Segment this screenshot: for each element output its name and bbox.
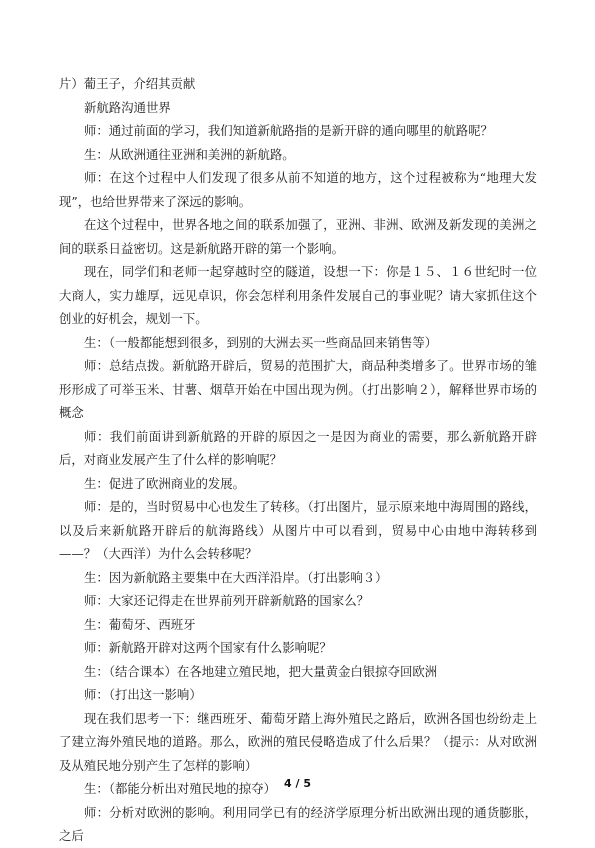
paragraph: 生：因为新航路主要集中在大西洋沿岸。（打出影响３）: [84, 569, 388, 585]
paragraph: 师：新航路开辟对这两个国家有什么影响呢？: [84, 640, 332, 655]
body-text: [59, 72, 537, 848]
paragraph: 师：（打出这一影响）: [84, 687, 202, 702]
paragraph: 师：通过前面的学习，我们知道新航路指的是新开辟的通向哪里的航路呢？: [84, 123, 493, 138]
paragraph: 在这个过程中，世界各地之间的联系加强了，亚洲、非洲、欧洲及新发现的美洲之间的联系日益密切。这是新航路开辟的第一个影响。: [59, 217, 537, 256]
paragraph: 生：葡萄牙、西班牙: [84, 616, 196, 632]
paragraph: 师：分析对欧洲的影响。利用同学已有的经济学原理分析出欧洲出现的通货膨胀，之后: [59, 804, 537, 843]
paragraph: 生：（都能分析出对殖民地的掠夺）: [84, 781, 277, 796]
paragraph: 师：我们前面讲到新航路的开辟的原因之一是因为商业的需要，那么新航路开辟后，对商业发展产生了什么样的影响呢？: [59, 428, 537, 467]
paragraph: 生：（结合课本）在各地建立殖民地，把大量黄金白银掠夺回欧洲: [84, 663, 438, 679]
paragraph: 生：（一般都能想到很多，到别的大洲去买一些商品回来销售等）: [84, 334, 438, 350]
paragraph: 师：是的，当时贸易中心也发生了转移。（打出图片，显示原来地中海周围的路线，以及后来新航路开辟后的航海路线）从图片中可以看到，贸易中心由地中海转移到——？（大西洋）为什么会转移呢？: [59, 499, 537, 561]
paragraph: 师：在这个过程中人们发现了很多从前不知道的地方，这个过程被称为“地理大发现”，也给世界带来了深远的影响。: [59, 170, 537, 209]
paragraph: 师：总结点拨。新航路开辟后，贸易的范围扩大，商品种类增多了。世界市场的雏形形成了可举玉米、甘薯、烟草开始在中国出现为例。（打出影响２），解释世界市场的概念: [59, 358, 537, 420]
paragraph: 生：促进了欧洲商业的发展。: [84, 475, 246, 491]
paragraph: 新航路沟通世界: [84, 99, 171, 115]
paragraph: 师：大家还记得走在世界前列开辟新航路的国家么？: [84, 593, 369, 608]
paragraph: 现在，同学们和老师一起穿越时空的隧道，设想一下：你是１５、１６世纪时一位大商人，实力雄厚，远见卓识，你会怎样利用条件发展自己的事业呢？请大家抓住这个创业的好机会，规划一下。: [59, 264, 537, 326]
paragraph: 片）葡王子，介绍其贡献: [59, 76, 196, 91]
page-number: 4 / 5: [284, 777, 311, 790]
paragraph: 现在我们思考一下：继西班牙、葡萄牙踏上海外殖民之路后，欧洲各国也纷纷走上了建立海外殖民地的道路。那么，欧洲的殖民侵略造成了什么后果？（提示：从对欧洲及从殖民地分别产生了怎样的影响）: [59, 710, 537, 773]
paragraph: 生：从欧洲通往亚洲和美洲的新航路。: [84, 146, 295, 162]
